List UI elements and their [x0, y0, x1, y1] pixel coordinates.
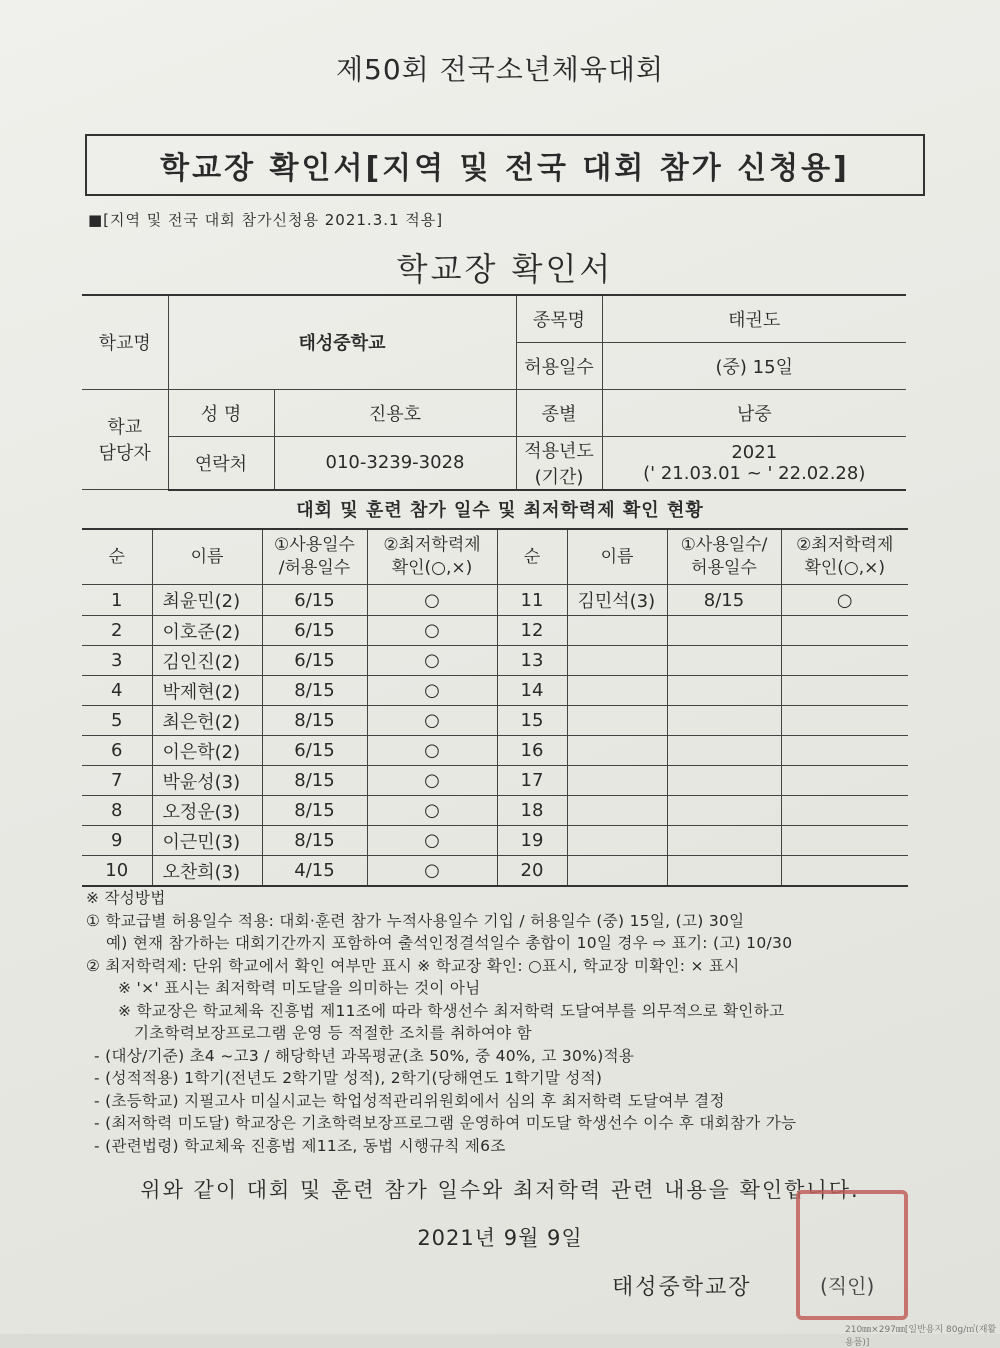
- cell-no: 19: [497, 826, 567, 856]
- method-title: ※ 작성방법: [86, 889, 166, 907]
- cell-check: [781, 646, 908, 676]
- cell-no: 9: [82, 826, 152, 856]
- cell-days: 6/15: [262, 585, 367, 616]
- cell-days: 6/15: [262, 616, 367, 646]
- cell-no: 11: [497, 585, 567, 616]
- cell-no: 16: [497, 736, 567, 766]
- col-check: [367, 529, 497, 585]
- cell-name: [567, 706, 667, 736]
- table-row: [82, 796, 908, 826]
- method-line-4: ※ '×' 표시는 최저학력 미도달을 의미하는 것이 아님: [118, 979, 481, 997]
- section-title: 대회 및 훈련 참가 일수 및 최저학력제 확인 현황: [296, 500, 704, 521]
- year-label-line1: 적용년도: [524, 440, 594, 462]
- cell-name: [567, 676, 667, 706]
- col-check-line1: ②최저학력제: [383, 535, 481, 555]
- cell-check: ○: [367, 676, 497, 706]
- year-label: [516, 436, 602, 490]
- table-row: [82, 856, 908, 887]
- cell-name: [567, 796, 667, 826]
- cell-days: 4/15: [262, 856, 367, 887]
- cell-check: [781, 676, 908, 706]
- cell-check: ○: [781, 585, 908, 616]
- contact-value: 010-3239-3028: [274, 436, 516, 490]
- cell-no: 5: [82, 706, 152, 736]
- cell-check: ○: [367, 585, 497, 616]
- cell-check: [781, 616, 908, 646]
- cell-name: [567, 766, 667, 796]
- cell-check: ○: [367, 616, 497, 646]
- method-line-7: - (대상/기준) 초4 ~고3 / 해당학년 과목평균(초 50%, 중 40%, 고 30%)적용: [94, 1046, 635, 1065]
- official-seal: [796, 1190, 908, 1320]
- cell-days: 8/15: [667, 585, 781, 616]
- table-row: [82, 706, 908, 736]
- cell-name: 박제현(2): [152, 676, 262, 706]
- cell-name: 오찬희(3): [152, 856, 262, 887]
- school-name: 태성중학교: [168, 295, 516, 389]
- cell-check: ○: [367, 826, 497, 856]
- contact-label: 연락처: [168, 436, 274, 490]
- period-value: (' 21.03.01 ~ ' 22.02.28): [643, 462, 866, 484]
- method-line-3: ② 최저학력제: 단위 학교에서 확인 여부만 표시 ※ 학교장 확인: ○표시, 학교장 미확인: × 표시: [86, 956, 740, 975]
- table-row: [82, 766, 908, 796]
- event-value: 태권도: [602, 295, 906, 342]
- cell-check: ○: [367, 646, 497, 676]
- cell-check: [781, 706, 908, 736]
- cell-check: ○: [367, 766, 497, 796]
- col-name-right: 이름: [567, 529, 667, 585]
- manager-label-line1: 학교: [107, 417, 143, 439]
- cell-no: 13: [497, 646, 567, 676]
- school-label: 학교명: [82, 295, 168, 389]
- manager-label: [82, 389, 168, 490]
- cell-name: 이호준(2): [152, 616, 262, 646]
- name-label: 성 명: [168, 389, 274, 436]
- col-days: [262, 529, 367, 585]
- cell-check: ○: [367, 796, 497, 826]
- form-box-title: 학교장 확인서[지역 및 전국 대회 참가 신청용]: [85, 134, 925, 196]
- method-line-6: 기초학력보장프로그램 운영 등 적절한 조치를 취하여야 함: [134, 1024, 532, 1042]
- cell-no: 3: [82, 646, 152, 676]
- allowed-days-label: 허용일수: [516, 342, 602, 389]
- cell-days: 8/15: [262, 796, 367, 826]
- col-check-line2: 확인(○,×): [391, 558, 473, 578]
- event-label: 종목명: [516, 295, 602, 342]
- cell-check: [781, 796, 908, 826]
- table-row: [82, 676, 908, 706]
- event-title: 제50회 전국소년체육대회: [335, 53, 664, 86]
- col-days-right-line2: 허용일수: [691, 558, 757, 578]
- form-note: ■[지역 및 전국 대회 참가신청용 2021.3.1 적용]: [88, 211, 444, 229]
- cell-no: 6: [82, 736, 152, 766]
- col-check-right-line2: 확인(○,×): [804, 558, 886, 578]
- cell-name: 이근민(3): [152, 826, 262, 856]
- cell-days: 8/15: [262, 676, 367, 706]
- cell-days: 8/15: [262, 766, 367, 796]
- cell-no: 8: [82, 796, 152, 826]
- table-row: [82, 826, 908, 856]
- col-no-right: 순: [497, 529, 567, 585]
- method-line-9: - (초등학교) 지필고사 미실시교는 학업성적관리위원회에서 심의 후 최저학력 도달여부 결정: [94, 1091, 725, 1110]
- cell-name: [567, 616, 667, 646]
- allowed-days-value: (중) 15일: [602, 342, 906, 389]
- cell-no: 15: [497, 706, 567, 736]
- col-days-line2: /허용일수: [278, 558, 351, 578]
- cell-name: 오정운(3): [152, 796, 262, 826]
- method-line-1: ① 학교급별 허용일수 적용: 대회·훈련 참가 누적사용일수 기입 / 허용일수 (중) 15일, (고) 30일: [86, 911, 745, 930]
- cell-no: 14: [497, 676, 567, 706]
- col-days-right-line1: ①사용일수/: [680, 535, 768, 555]
- cell-name: [567, 736, 667, 766]
- cell-name: 이은학(2): [152, 736, 262, 766]
- division-label: 종별: [516, 389, 602, 436]
- table-row: [82, 616, 908, 646]
- cell-name: 최은헌(2): [152, 706, 262, 736]
- method-line-10: - (최저학력 미도달) 학교장은 기초학력보장프로그램 운영하여 미도달 학생선수 이수 후 대회참가 가능: [94, 1114, 797, 1132]
- cell-days: 6/15: [262, 736, 367, 766]
- manager-label-line2: 담당자: [98, 443, 151, 465]
- year-label-line2: (기간): [534, 466, 584, 488]
- method-line-2: 예) 현재 참가하는 대회기간까지 포함하여 출석인정결석일수 총합이 10일 경우 ⇨ 표기: (고) 10/30: [106, 934, 793, 952]
- cell-name: 최윤민(2): [152, 585, 262, 616]
- cell-days: [667, 826, 781, 856]
- col-check-right-line1: ②최저학력제: [796, 535, 894, 555]
- cell-no: 7: [82, 766, 152, 796]
- cell-check: [781, 736, 908, 766]
- cell-check: ○: [367, 856, 497, 887]
- cell-check: ○: [367, 736, 497, 766]
- cell-name: [567, 856, 667, 887]
- col-days-line1: ①사용일수: [274, 535, 355, 555]
- table-row: [82, 585, 908, 616]
- cell-name: 김민석(3): [567, 585, 667, 616]
- cell-no: 18: [497, 796, 567, 826]
- cell-days: [667, 676, 781, 706]
- paper-spec: 210㎜×297㎜[일반용지 80g/㎡(재활용품)]: [845, 1325, 997, 1348]
- cell-days: 8/15: [262, 826, 367, 856]
- cell-no: 20: [497, 856, 567, 887]
- cell-no: 10: [82, 856, 152, 887]
- division-value: 남중: [602, 389, 906, 436]
- school-info-table: [82, 294, 906, 491]
- cell-days: [667, 646, 781, 676]
- col-name: 이름: [152, 529, 262, 585]
- cell-name: [567, 826, 667, 856]
- cell-check: [781, 766, 908, 796]
- table-row: [82, 646, 908, 676]
- confirmation-statement: 위와 같이 대회 및 훈련 참가 일수와 최저학력 관련 내용을 확인합니다.: [140, 1178, 860, 1202]
- participation-table: [82, 528, 908, 887]
- cell-name: 박윤성(3): [152, 766, 262, 796]
- seal-mark: (직인): [820, 1274, 875, 1298]
- cell-no: 12: [497, 616, 567, 646]
- name-value: 진용호: [274, 389, 516, 436]
- cell-no: 1: [82, 585, 152, 616]
- method-line-8: - (성적적용) 1학기(전년도 2학기말 성적), 2학기(당해연도 1학기말 성적): [94, 1069, 603, 1087]
- cell-days: [667, 616, 781, 646]
- cell-days: [667, 766, 781, 796]
- cell-check: [781, 856, 908, 887]
- cell-days: 8/15: [262, 706, 367, 736]
- cell-days: [667, 706, 781, 736]
- year-value-line1: 2021: [731, 441, 778, 463]
- cell-no: 4: [82, 676, 152, 706]
- col-days-right: [667, 529, 781, 585]
- cell-no: 2: [82, 616, 152, 646]
- cell-days: [667, 796, 781, 826]
- col-check-right: [781, 529, 908, 585]
- document-title: 학교장 확인서: [396, 250, 614, 288]
- principal-signature: 태성중학교장: [612, 1275, 752, 1300]
- method-line-5: ※ 학교장은 학교체육 진흥법 제11조에 따라 학생선수 최저학력 도달여부를 의무적으로 확인하고: [118, 1001, 785, 1020]
- cell-days: [667, 856, 781, 887]
- cell-check: ○: [367, 706, 497, 736]
- cell-name: [567, 646, 667, 676]
- writing-method: [86, 887, 926, 1157]
- cell-check: [781, 826, 908, 856]
- method-line-11: - (관련법령) 학교체육 진흥법 제11조, 동법 시행규칙 제6조: [94, 1136, 506, 1155]
- table-row: [82, 736, 908, 766]
- col-no: 순: [82, 529, 152, 585]
- cell-days: 6/15: [262, 646, 367, 676]
- cell-name: 김인진(2): [152, 646, 262, 676]
- year-value: [602, 436, 906, 490]
- cell-days: [667, 736, 781, 766]
- cell-no: 17: [497, 766, 567, 796]
- issue-date: 2021년 9월 9일: [417, 1226, 583, 1250]
